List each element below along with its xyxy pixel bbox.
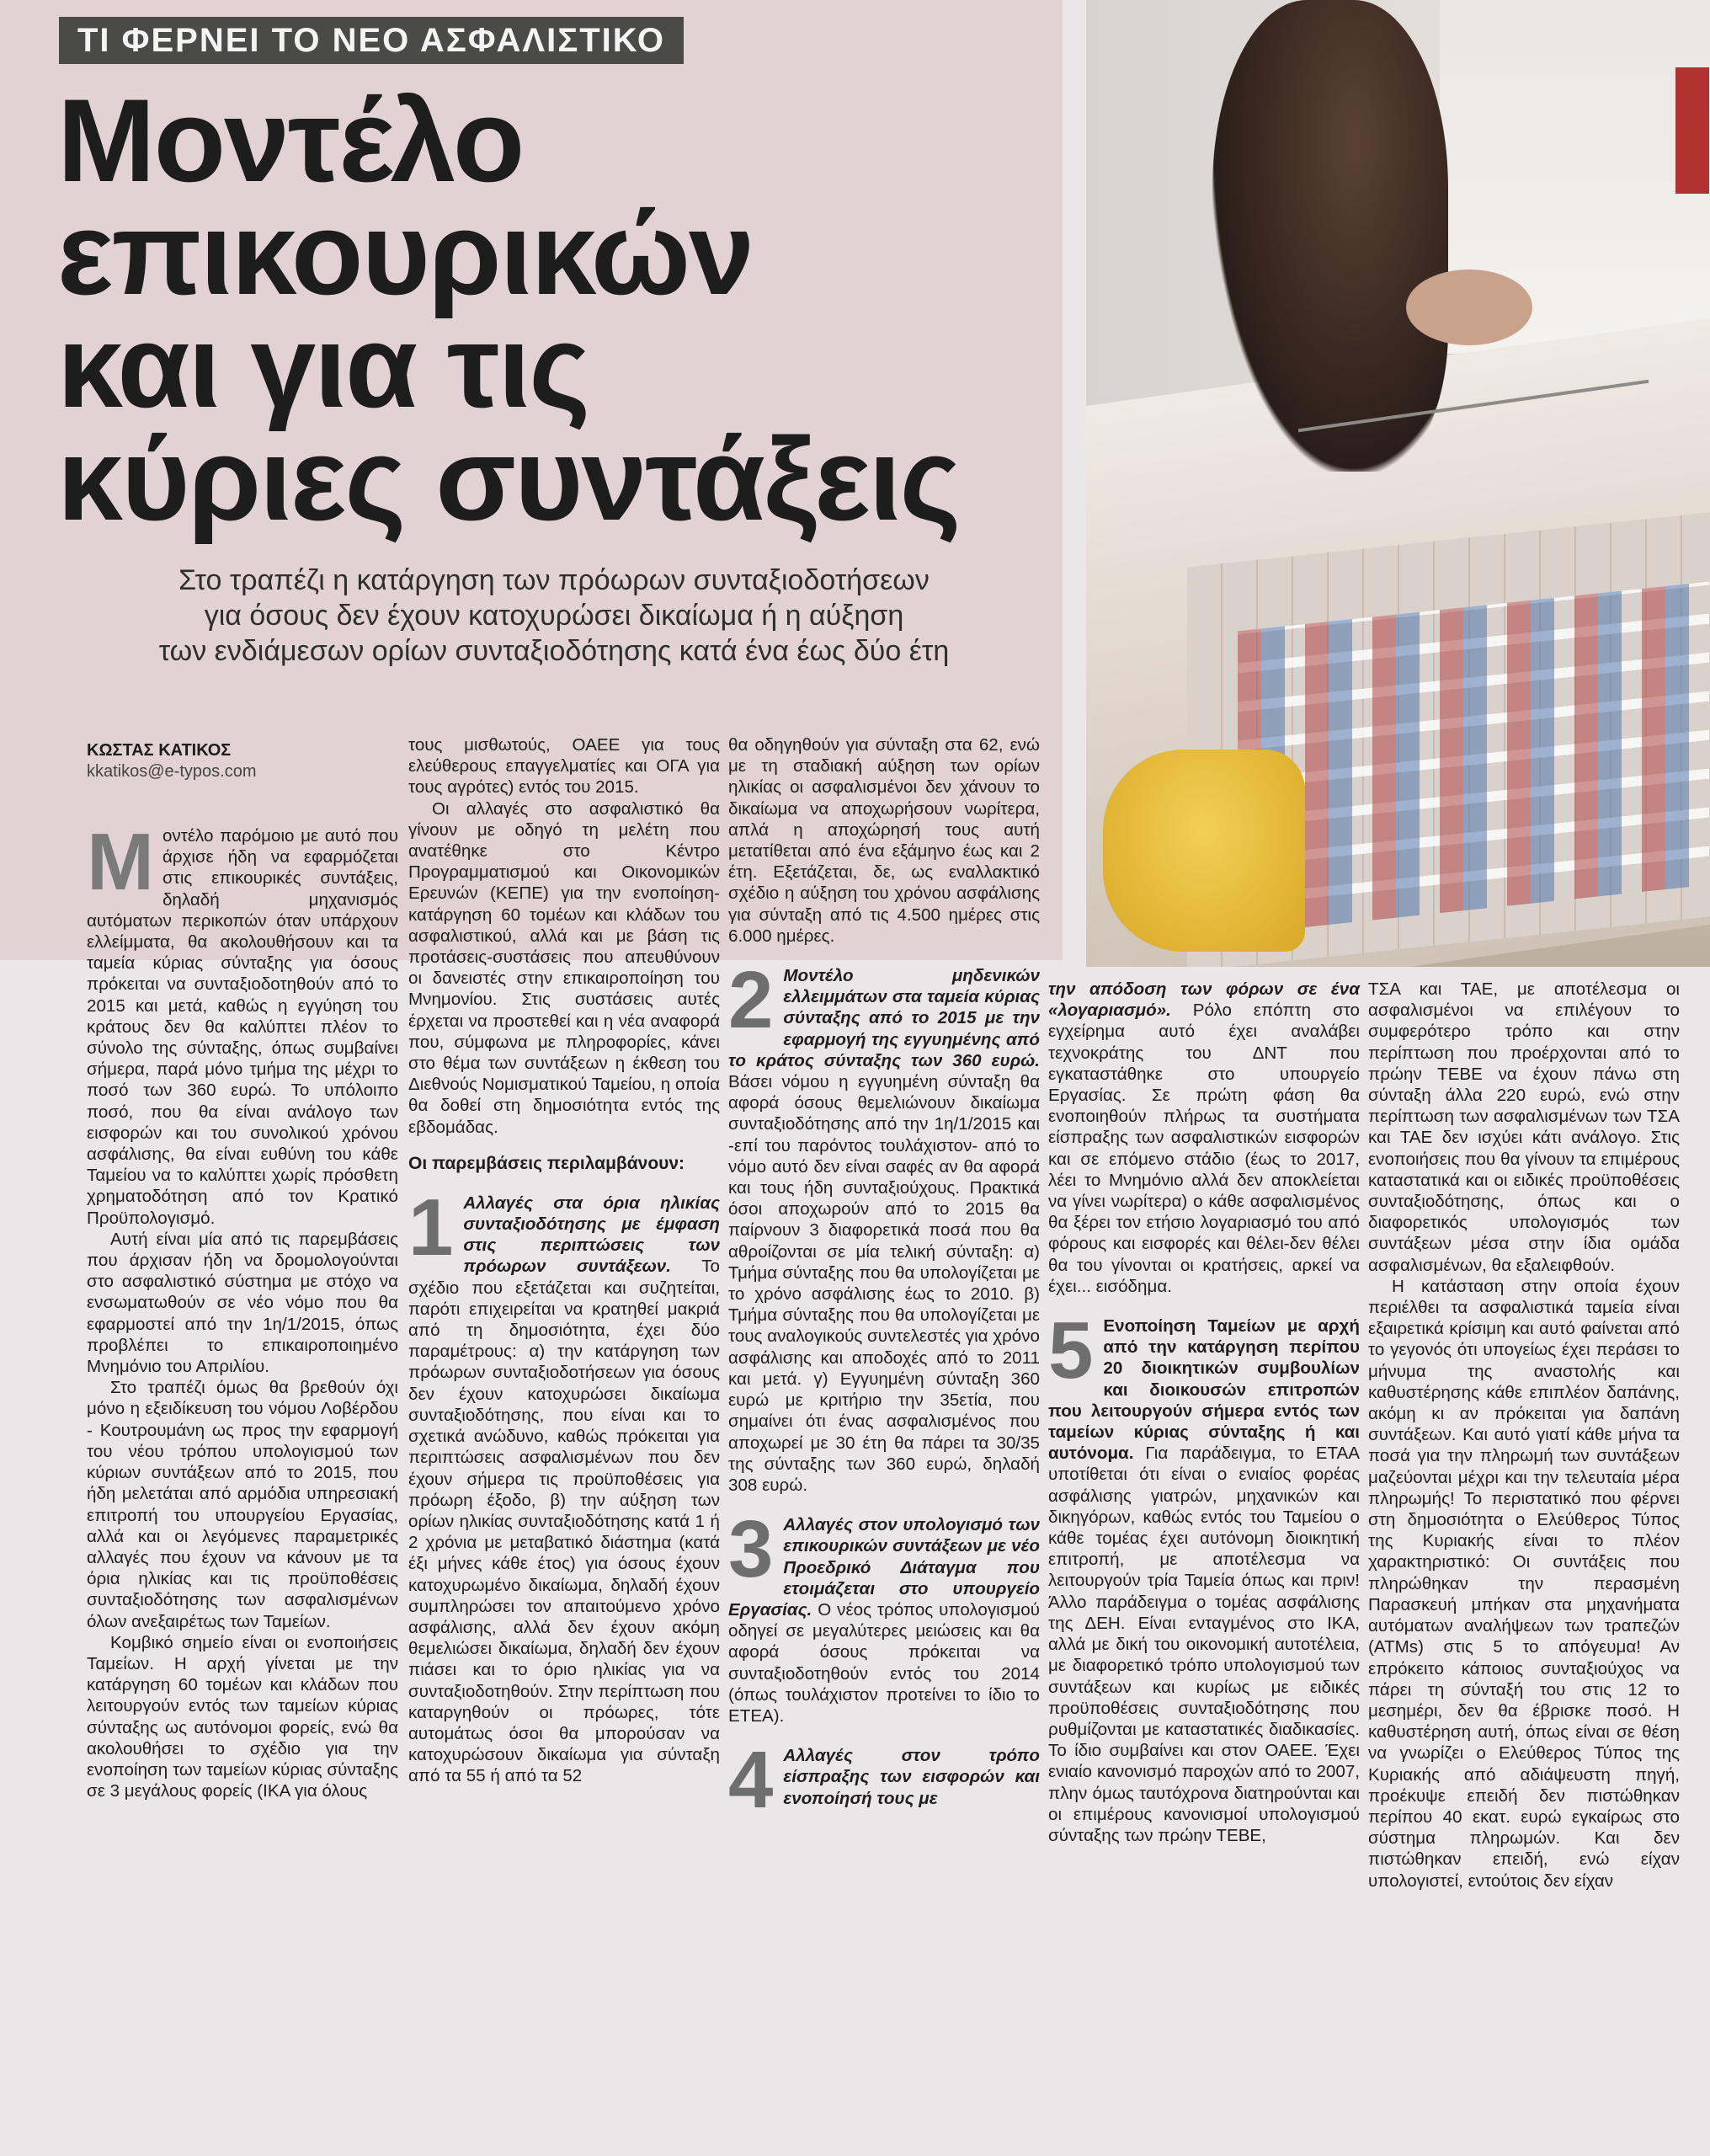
paragraph: Στο τραπέζι όμως θα βρεθούν όχι μόνο η εξειδίκευση του νόμου Λοβέρδου - Κουτρουμάνη ως προς την εφαρμογή του νέου τρόπου υπολογισμού των κύριων συντάξεων από το 2015, που ήδη μελετάται από αρμόδια υπηρεσιακή επιτροπή του υπουργείου Εργασίας, αλλά και οι λεγόμενες παραμετρικές αλλαγές που έχουν να κάνουν με τα όρια ηλικίας και τις προϋποθέσεις συνταξιοδότησης των ασφαλισμένων όλων ανεξαιρέτως των Ταμείων. [87, 1378, 398, 1631]
headline-line: και για τις [57, 300, 589, 432]
author-email: kkatikos@e-typos.com [87, 762, 257, 781]
paragraph: ΤΣΑ και ΤΑΕ, με αποτέλεσμα οι ασφαλισμένοι να επιλέγουν το συμφερότερο τρόπο και στην περίπτωση που προέρχονται από το πρώην ΤΕΒΕ να έχουν πάνω στη σύνταξη άλλα 220 ευρώ, ενώ στην περίπτωση των ασφαλισμένων των ΤΣΑ και ΤΑΕ δεν ισχύει κάτι ανάλογο. Στις ενοποιήσεις που θα γίνουν τα επιμέρους καταστατικά και οι ειδικές προϋποθέσεις συνταξιοδότησης, όπως και ο διαφορετικός υπολογισμός των συντάξεων μέσα στην ίδια ομάδα ασφαλισμένων, θα εξαλειφθούν. [1368, 979, 1680, 1275]
article-column-5 [1368, 979, 1680, 1892]
deck-subtitle [57, 563, 1051, 669]
photo-person [1212, 0, 1448, 472]
article-column-3 [728, 734, 1040, 1826]
paragraph: τους μισθωτούς, ΟΑΕΕ για τους ελεύθερους επαγγελματίες και ΟΓΑ για τους αγρότες) εντός του 2015. [408, 735, 720, 798]
drop-cap: Μ [87, 817, 154, 907]
item-number: 1 [408, 1182, 454, 1273]
photo-hand [1406, 270, 1532, 345]
item-number: 5 [1048, 1305, 1094, 1396]
deck-line: των ενδιάμεσων ορίων συνταξιοδότησης κατά ένα έως δύο έτη [158, 635, 950, 667]
paragraph: θα οδηγηθούν για σύνταξη στα 62, ενώ με τη σταδιακή αύξηση των ορίων ηλικίας οι ασφαλισμένοι δεν χάνουν το δικαίωμα να αποχωρήσουν νωρίτερα, απλά η αποχώρησή τους αυτή μετατίθεται από ένα εξάμηνο έως και 2 έτη. Εξετάζεται, δε, ως εναλλακτικό σχέδιο η αύξηση του χρόνου ασφάλισης για σύνταξη από τις 4.500 ημέρες στις 6.000 ημέρες. [728, 735, 1040, 946]
list-item: 4 Αλλαγές στον τρόπο είσπραξης των εισφορών και ενοποίησή τους με [728, 1735, 1040, 1826]
list-item: 3 Αλλαγές στον υπολογισμό των επικουρικών συντάξεων με νέο Προεδρικό Διάταγμα που ετοιμάζεται στο υπουργείο Εργασίας. Ο νέος τρόπος υπολογισμού οδηγεί σε μεγαλύτερες μειώσεις και θα αφορά όσους πρόκειται να συνταξιοδοτηθούν εντός του 2014 (όπως τουλάχιστον προτείνει το ίδιο το ΕΤΕΑ). [728, 1504, 1040, 1726]
subheading: Οι παρεμβάσεις περιλαμβάνουν: [408, 1153, 685, 1173]
paragraph: Αυτή είναι μία από τις παρεμβάσεις που άρχισαν ήδη να δρομολογούνται στο ασφαλιστικό σύστημα με στόχο να ενσωματωθούν σε νέο νόμο που θα εφαρμοστεί από την 1η/1/2015, όπως προβλέπει το επικαιροποιημένο Μνημόνιο του Απριλίου. [87, 1229, 398, 1377]
article-column-1 [87, 817, 398, 1801]
headline-line: Μοντέλο [57, 74, 524, 206]
article-photo [1086, 0, 1710, 967]
article-column-4 [1048, 979, 1360, 1846]
list-item: 2 Μοντέλο μηδενικών ελλειμμάτων στα ταμεία κύριας σύνταξης από το 2015 με την εφαρμογή της εγγυημένης από το κράτος σύνταξης των 360 ευρώ. Βάσει νόμου η εγγυημένη σύνταξη θα αφορά όσους θεμελιώνουν δικαίωμα συνταξιοδότησης από την 1η/1/2015 και -επί του παρόντος τουλάχιστον- από το νόμο αυτό δεν είναι σαφές αν θα αφορά και τους ήδη συνταξιούχους. Πρακτικά όσοι αποχωρούν από το 2015 θα παίρνουν 3 διαφορετικά ποσά που θα αθροίζονται σε μία τελική σύνταξη: α) Τμήμα σύνταξης που θα υπολογίζεται με το χρόνο ασφάλισης έως το 2010. β) Τμήμα σύνταξης που θα υπολογίζεται με τους αναλογικούς συντελεστές για χρόνο ασφάλισης και αποδοχές από το 2011 και μετά. γ) Εγγυημένη σύνταξη 360 ευρώ με κριτήριο την 35ετία, που σημαίνει ότι ένας ασφαλισμένος που αποχωρεί με 30 έτη θα πάρει τα 30/35 της σύνταξης των 360 ευρώ, δηλαδή 308 ευρώ. [728, 955, 1040, 1495]
item-number: 4 [728, 1735, 774, 1826]
photo-fire-extinguisher [1675, 67, 1709, 194]
headline [57, 74, 1025, 545]
paragraph: Οι αλλαγές στο ασφαλιστικό θα γίνουν με οδηγό τη μελέτη που ανατέθηκε στο Κέντρο Προγραμματισμού και Οικονομικών Ερευνών (ΚΕΠΕ) για την ενοποίηση-κατάργηση 60 τομέων και κλάδων του ασφαλιστικού, αλλά και με βάση τις προτάσεις-συστάσεις που απευθύνουν οι δανειστές στην επικαιροποίηση του Μνημονίου. Στις συστάσεις αυτές έρχεται να προστεθεί και η νέα αναφορά που, σύμφωνα με πληροφορίες, κάνει στο θέμα των συντάξεων η έκθεση του Διεθνούς Νομισματικού Ταμείου, η οποία θα δοθεί στη δημοσιότητα εντός της εβδομάδας. [408, 798, 720, 1137]
deck-line: για όσους δεν έχουν κατοχυρώσει δικαίωμα ή η αύξηση [204, 600, 904, 632]
photo-yellow-folder [1103, 750, 1305, 952]
headline-line: κύριες συντάξεις [57, 413, 960, 545]
author-name: ΚΩΣΤΑΣ ΚΑΤΙΚΟΣ [87, 741, 232, 760]
headline-line: επικουρικών [57, 187, 753, 319]
item-number: 2 [728, 955, 774, 1046]
deck-line: Στο τραπέζι η κατάργηση των πρόωρων συνταξιοδοτήσεων [178, 564, 930, 596]
list-item: 5 Ενοποίηση Ταμείων με αρχή από την κατάργηση περίπου 20 διοικητικών συμβουλίων και διοικουσών επιτροπών που λειτουργούν σήμερα εντός των ταμείων κύριας σύνταξης ή και αυτόνομα. Για παράδειγμα, το ΕΤΑΑ υποτίθεται ότι είναι ο ενιαίος φορέας ασφάλισης γιατρών, μηχανικών και δικηγόρων, καθώς εντός του Ταμείου ο κάθε τομέας έχει αυτόνομη διοικητική επιτροπή, με αποτέλεσμα να λειτουργούν τρία Ταμεία όπως και πριν! Άλλο παράδειγμα ο τομέας ασφάλισης της ΔΕΗ. Είναι ενταγμένος στο ΙΚΑ, αλλά με δική του οικονομική αυτοτέλεια, με διαφορετικό τρόπο υπολογισμού των συντάξεων και κυρίως με ειδικές προϋποθέσεις συνταξιοδότησης που ρυθμίζονται με καταστατικές διαδικασίες. Το ίδιο συμβαίνει και στον ΟΑΕΕ. Έχει ενιαίο κανονισμό παροχών από το 2007, πλην όμως ταυτόχρονα διατηρούνται και οι επιμέρους κανονισμοί υπολογισμού σύνταξης των πρώην ΤΕΒΕ, [1048, 1305, 1360, 1845]
article-column-2 [408, 734, 720, 1787]
paragraph: την απόδοση των φόρων σε ένα «λογαριασμό». Ρόλο επόπτη στο εγχείρημα αυτό έχει αναλάβει τεχνοκράτης του ΔΝΤ που εγκαταστάθηκε στο υπουργείο Εργασίας. Σε πρώτη φάση θα ενοποιηθούν πλήρως τα συστήματα είσπραξης των ασφαλιστικών εισφορών και σε επόμενο στάδιο (έως το 2017, λέει το Μνημόνιο αλλά δεν αποκλείεται να γίνει νωρίτερα) ο κάθε ασφαλισμένος θα ξέρει τον ετήσιο λογαριασμό του από φόρους και εισφορές και θέλει-δεν θέλει θα του γίνονται οι κρατήσεις, αρκεί να έχει... εισόδημα. [1048, 979, 1360, 1296]
section-kicker: ΤΙ ΦΕΡΝΕΙ ΤΟ ΝΕΟ ΑΣΦΑΛΙΣΤΙΚΟ [59, 17, 684, 64]
paragraph: Η κατάσταση στην οποία έχουν περιέλθει τα ασφαλιστικά ταμεία είναι εξαιρετικά κρίσιμη και αυτό φαίνεται από το γεγονός ότι υπογείως έχει περάσει το μήνυμα της αναστολής και καθυστέρησης κάθε επιπλέον δαπάνης, ακόμη κι αν πρόκειται για δαπάνη συντάξεων. Και αυτό γιατί κάθε μήνα τα ποσά για την πληρωμή των συντάξεων μαζεύονται μέχρι και την τελευταία μέρα πληρωμής! Το περιστατικό που φέρνει στη δημοσιότητα ο Ελεύθερος Τύπος της Κυριακής είναι το πλέον χαρακτηριστικό: Οι συντάξεις που πληρώθηκαν την περασμένη Παρασκευή μπήκαν στα μηχανήματα αυτόματων αναλήψεων των τραπεζών (ATMs) στις 5 το απόγευμα! Αν επρόκειτο κάποιος συνταξιούχος να πάρει τη σύνταξή του στις 12 το μεσημέρι, δεν θα έβρισκε ποσό. Η καθυστέρηση αυτή, όπως είναι σε θέση να γνωρίζει ο Ελεύθερος Τύπος της Κυριακής από αδιάψευστη πηγή, προέκυψε επειδή δεν πιστώθηκαν περίπου 40 εκατ. ευρώ εγκαίρως στο σύστημα πληρωμών. Και δεν πιστώθηκαν επειδή, ενώ είχαν υπολογιστεί, εντούτοις δεν είχαν [1368, 1276, 1680, 1891]
item-number: 3 [728, 1504, 774, 1595]
paragraph: Μοντέλο παρόμοιο με αυτό που άρχισε ήδη να εφαρμόζεται στις επικουρικές συντάξεις, δηλαδή μηχανισμός αυτόματων περικοπών όταν υπάρχουν ελλείμματα, θα ακολουθήσουν και τα ταμεία κύριας σύνταξης για όσους πρόκειται να συνταξιοδοτηθούν από το 2015 και μετά, καθώς η εγγύηση του κράτους δεν θα καλύπτει πλέον το σύνολο της σύνταξης, όπως συμβαίνει σήμερα, παρά μόνο τμήμα της μέχρι το ποσό των 360 ευρώ. Το υπόλοιπο ποσό, που θα είναι ανάλογο των εισφορών και του συνολικού χρόνου ασφάλισης, θα είναι ευθύνη του κάθε Ταμείου να το καλύπτει χωρίς πρόσθετη χρηματοδότηση από τον Κρατικό Προϋπολογισμό. [87, 817, 398, 1228]
list-item: 1 Αλλαγές στα όρια ηλικίας συνταξιοδότησης με έμφαση στις περιπτώσεις των πρόωρων συντάξεων. Το σχέδιο που εξετάζεται και συζητείται, παρότι επιχειρείται να κρατηθεί μακριά από τη δημοσιότητα, έχει δύο παραμέτρους: α) την κατάργηση των πρόωρων συνταξιοδοτήσεων για όσους δεν έχουν κατοχυρώσει δικαίωμα συνταξιοδότησης, που είναι και το σχετικά ανώδυνο, καθώς πρόκειται για περιπτώσεις ασφαλισμένων που δεν έχουν σήμερα τις προϋποθέσεις για πρόωρη έξοδο, β) την αύξηση των ορίων ηλικίας συνταξιοδότησης κατά 1 ή 2 χρόνια με μεταβατικό διάστημα (κατά έξι μήνες κάθε έτος) για όσους έχουν κατοχυρωμένο δικαίωμα, δηλαδή έχουν συμπληρώσει τον απαιτούμενο χρόνο ασφάλισης, αλλά δεν έχουν ακόμη θεμελιώσει δικαίωμα, δηλαδή δεν έχουν πιάσει και το όριο ηλικίας για να συνταξιοδοτηθούν. Στην περίπτωση που καταργηθούν οι πρόωρες, τότε αυτομάτως όσοι θα μπορούσαν να κατοχυρώσουν δικαίωμα για σύνταξη από τα 55 ή από τα 52 [408, 1182, 721, 1786]
paragraph: Κομβικό σημείο είναι οι ενοποιήσεις Ταμείων. Η αρχή γίνεται με την κατάργηση 60 τομέων και κλάδων που λειτουργούν εντός των ταμείων κύριας σύνταξης ως αυτόνομοι φορείς, ενώ θα ακολουθήσει το σχέδιο για την ενοποίηση των ταμείων κύριας σύνταξης σε 3 μεγάλους φορείς (ΙΚΑ για όλους [87, 1632, 398, 1801]
photo-stamps [1238, 582, 1709, 935]
